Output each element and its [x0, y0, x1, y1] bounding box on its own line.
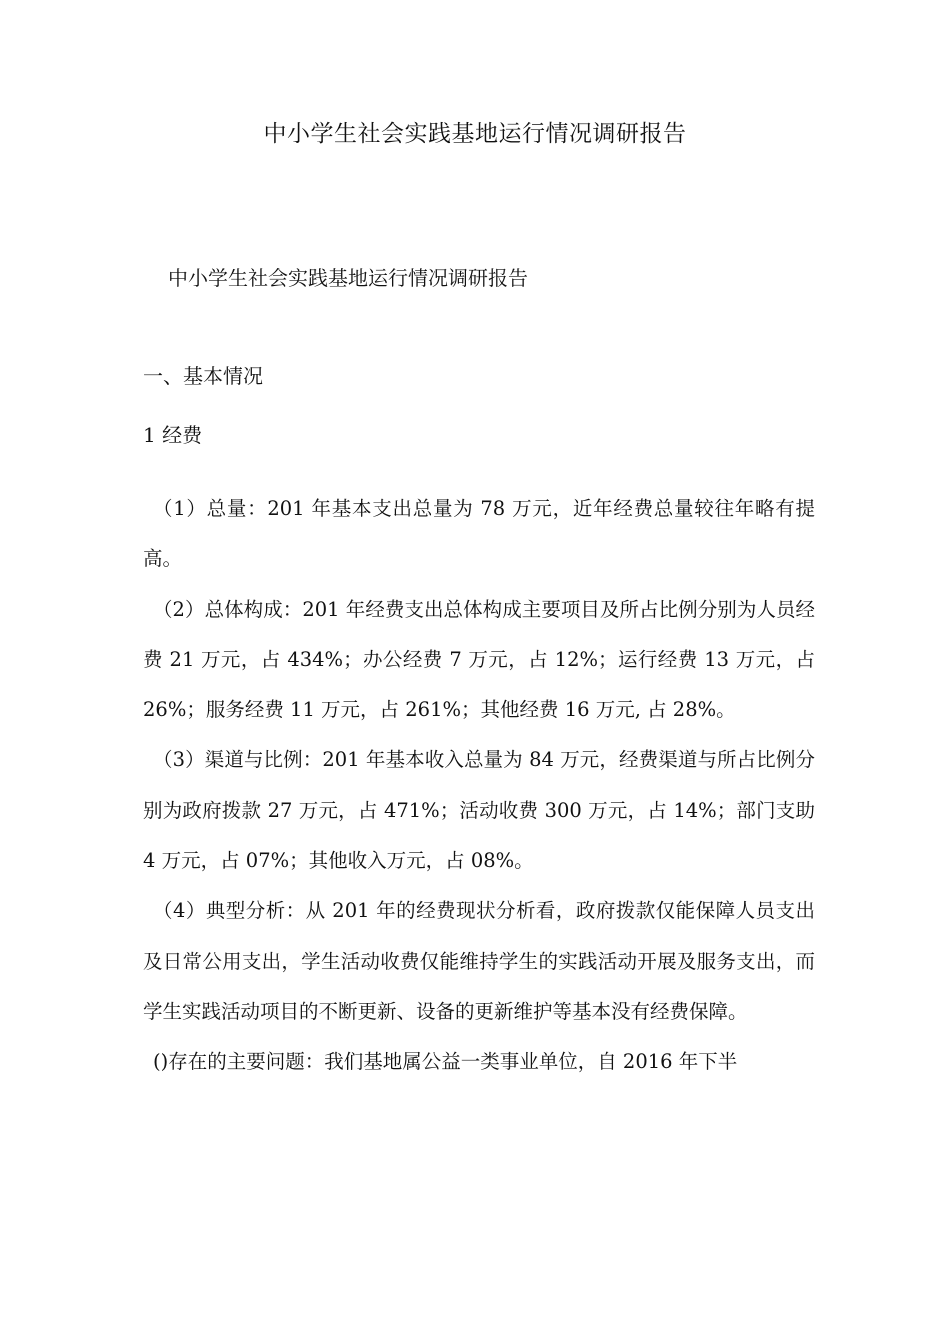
- document-title: 中小学生社会实践基地运行情况调研报告: [263, 121, 687, 147]
- subsection-heading-funding: 1 经费: [143, 423, 203, 447]
- paragraph-total: （1）总量：201 年基本支出总量为 78 万元，近年经费总量较往年略有提高。: [143, 497, 815, 571]
- paragraph-channels: （3）渠道与比例：201 年基本收入总量为 84 万元，经费渠道与所占比例分别为政府拨款 27 万元，占 471%；活动收费 300 万元，占 14%；部门支助 4 万元，占 07%；其他收入万元，占 08%。: [143, 748, 815, 873]
- document-body: [143, 484, 815, 1088]
- paragraph-composition: （2）总体构成：201 年经费支出总体构成主要项目及所占比例分别为人员经费 21 万元，占 434%；办公经费 7 万元，占 12%；运行经费 13 万元，占 26%；服务经费 11 万元，占 261%；其他经费 16 万元, 占 28%。: [143, 597, 815, 722]
- paragraph-analysis: （4）典型分析：从 201 年的经费现状分析看，政府拨款仅能保障人员支出及日常公用支出，学生活动收费仅能维持学生的实践活动开展及服务支出，而学生实践活动项目的不断更新、设备的更新维护等基本没有经费保障。: [143, 899, 815, 1023]
- document-subtitle: 中小学生社会实践基地运行情况调研报告: [168, 266, 528, 290]
- paragraph-problems: ()存在的主要问题：我们基地属公益一类事业单位，自 2016 年下半: [153, 1050, 738, 1074]
- section-heading-basic: 一、基本情况: [143, 364, 263, 388]
